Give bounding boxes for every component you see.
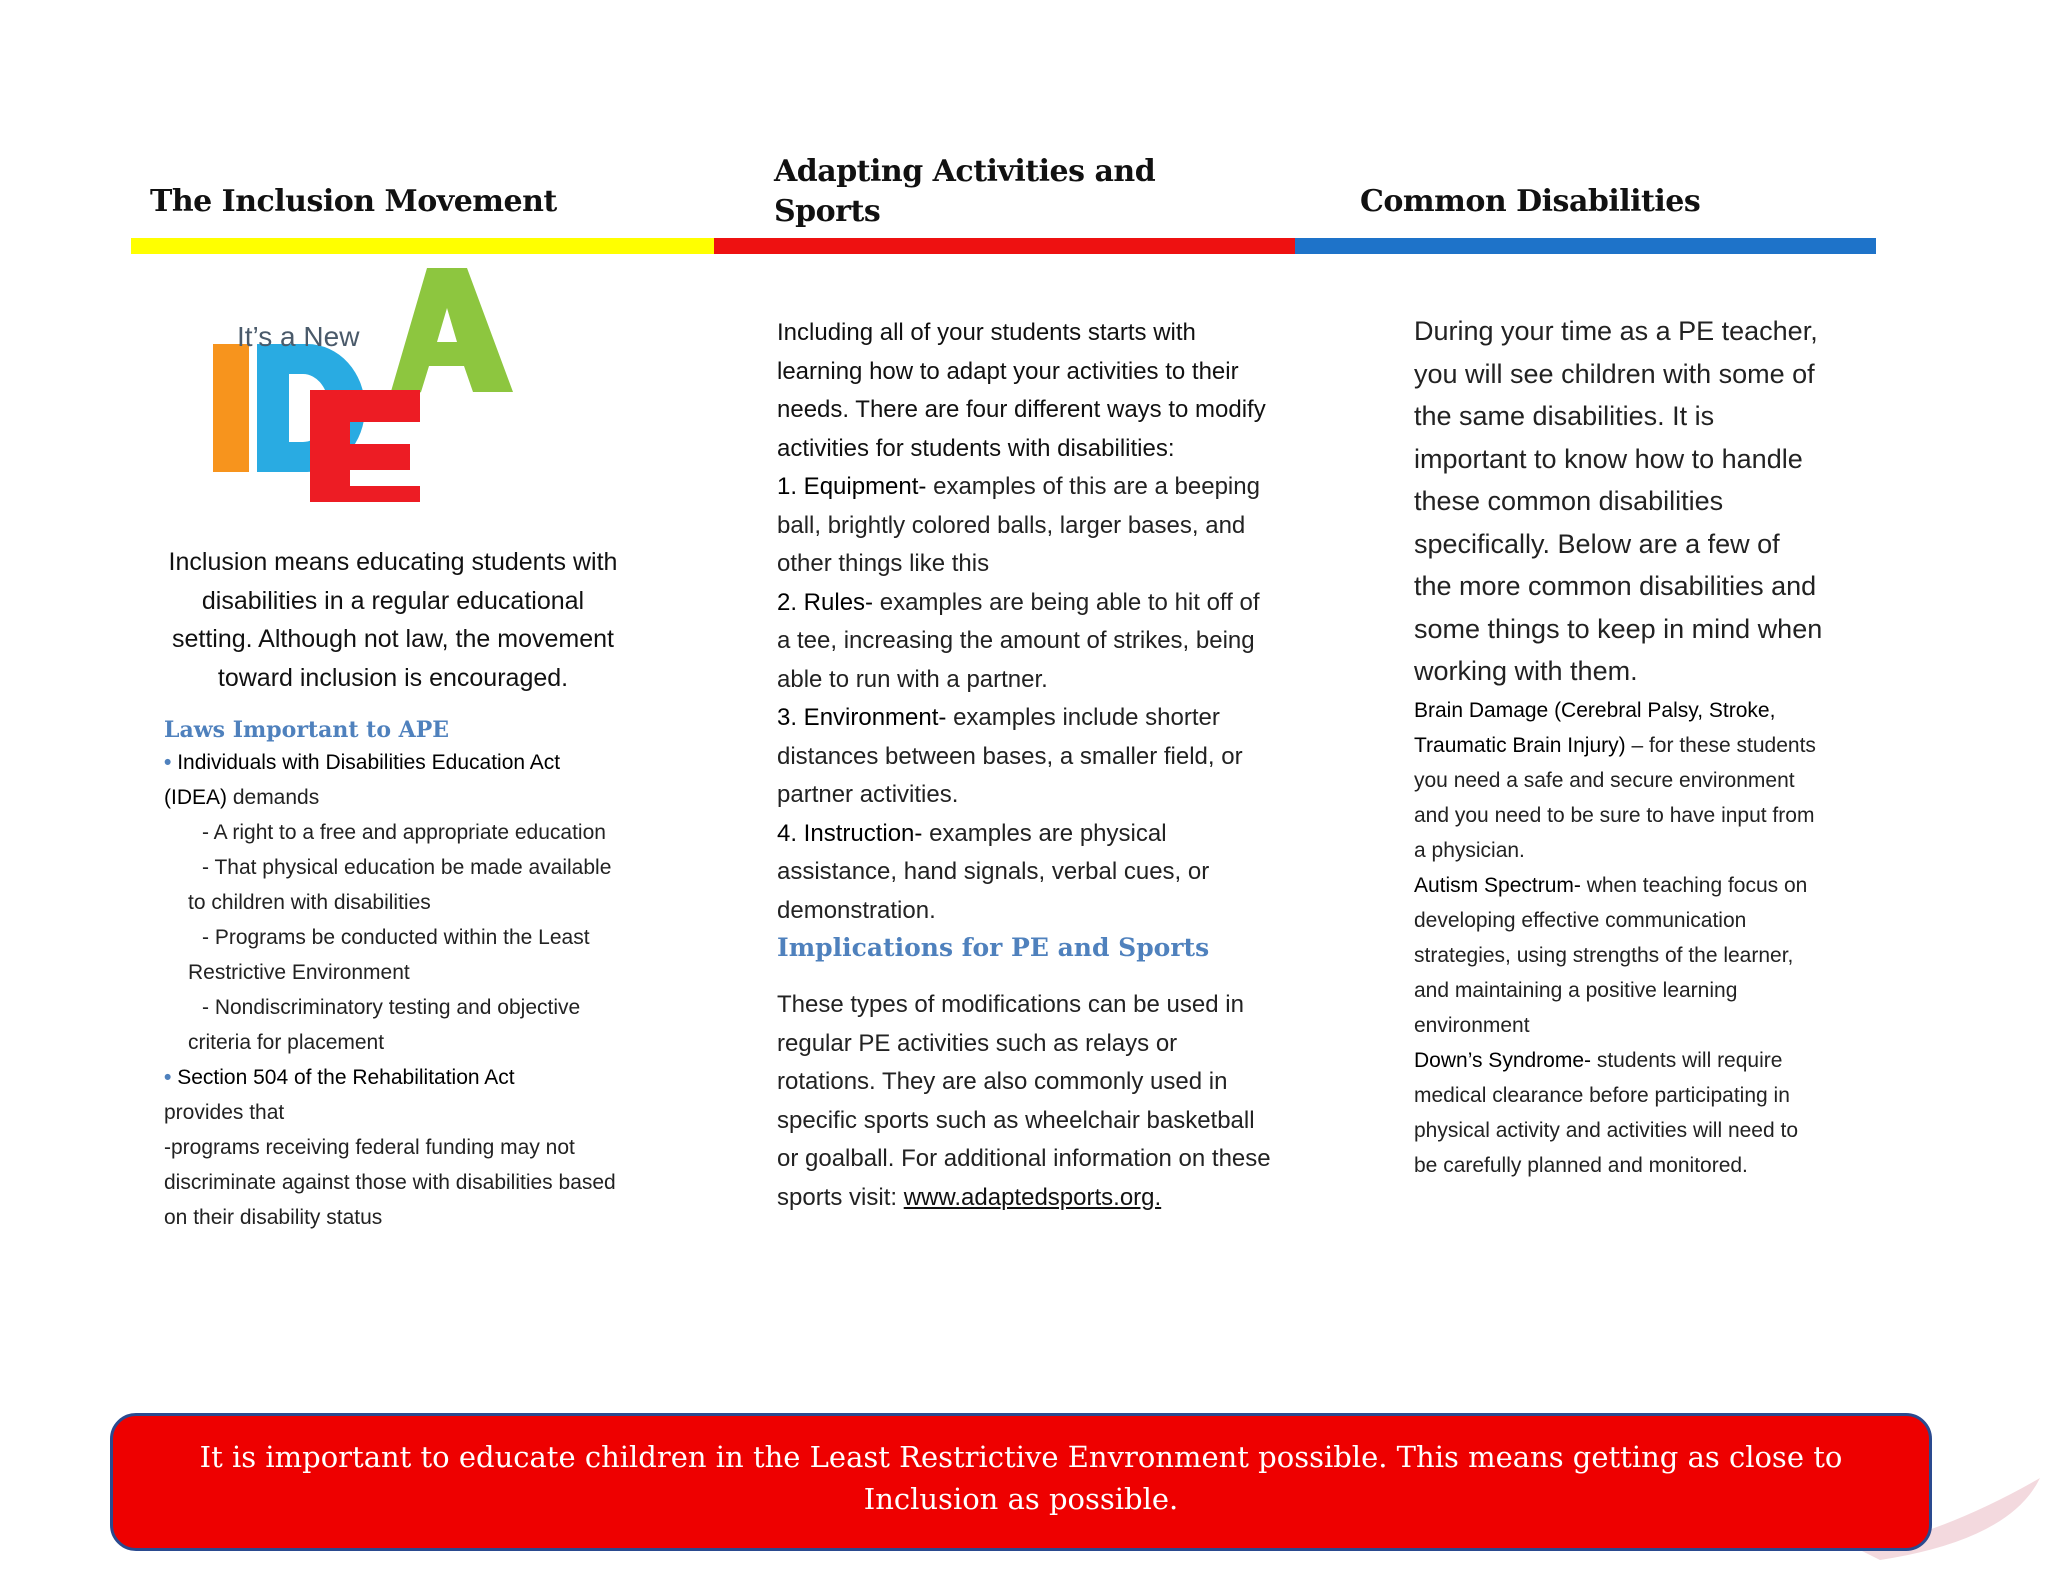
law-idea-suffix: demands [227, 786, 320, 809]
logo-letter-i [213, 344, 249, 472]
law-idea-item: - Nondiscriminatory testing and objective criteria for placement [188, 996, 581, 1054]
disability-text: students will require medical clearance before participating in physical activity and activities will need to be carefully planned and monitored. [1414, 1048, 1799, 1177]
law-504-detail: -programs receiving federal funding may not discriminate against those with disabilities based on their disability status [164, 1136, 616, 1229]
disability-label: Brain Damage (Cerebral Palsy, Stroke, Traumatic Brain Injury) [1414, 698, 1776, 757]
modification-label: 4. Instruction- [777, 819, 923, 847]
modification-text: examples are physical assistance, hand signals, verbal cues, or demonstration. [777, 819, 1210, 924]
divider-blue [1295, 238, 1876, 254]
law-idea-item-text: Nondiscriminatory testing and objective criteria for placement [188, 996, 581, 1054]
adapting-intro: Including all of your students starts with learning how to adapt your activities to their needs. There are four different ways to modify activities for students with disabilities: [777, 319, 1266, 462]
disability-item [1414, 693, 1824, 868]
heading-adapting [774, 152, 1155, 232]
law-504-title: Section 504 of the Rehabilitation Act [177, 1066, 515, 1089]
adaptedsports-link[interactable]: www.adaptedsports.org. [903, 1183, 1162, 1211]
divider-yellow [131, 238, 714, 254]
disability-text: – for these students you need a safe and secure environment and you need to be sure to have input from a physician. [1414, 733, 1816, 862]
disability-label: Autism Spectrum- [1414, 873, 1581, 897]
modification-text: examples include shorter distances between bases, a smaller field, or partner activities. [777, 704, 1243, 808]
divider-red [714, 238, 1295, 254]
law-idea-item: - Programs be conducted within the Least Restrictive Environment [188, 926, 590, 984]
disabilities-intro: During your time as a PE teacher, you will see children with some of the same disabilities. It is important to know how to handle these common disabilities specifically. Below are a few of the more common disabilities and some things to keep in mind when working with them. [1414, 316, 1823, 686]
bullet-icon: • [164, 751, 172, 774]
inclusion-banner [110, 1413, 1932, 1551]
inclusion-intro: Inclusion means educating students with disabilities in a regular educational setting. Although not law, the movement toward inclusion is encouraged. [168, 548, 618, 692]
logo-letter-e [310, 390, 420, 502]
heading-adapting-line2: Sports [774, 194, 881, 229]
heading-adapting-line1: Adapting Activities and [774, 154, 1156, 189]
banner-text: It is important to educate children in the Least Restrictive Envronment possible. This means getting as close to Inclusion as possible. [199, 1440, 1843, 1516]
column-adapting [777, 314, 1277, 1217]
heading-disabilities: Common Disabilities [1360, 184, 1701, 219]
law-504-suffix: provides that [164, 1101, 285, 1124]
law-idea-item-text: A right to a free and appropriate education [213, 821, 606, 844]
implications-body: These types of modifications can be used in regular PE activities such as relays or rotations. They are also commonly used in specific sports such as wheelchair basketball or goalball. For additional information on these sports visit: [777, 991, 1271, 1211]
modification-label: 1. Equipment- [777, 473, 927, 500]
law-504 [164, 1060, 622, 1130]
bullet-icon: • [164, 1066, 172, 1089]
logo-small-text: It’s a New [237, 321, 360, 352]
law-idea-item-text: That physical education be made available to children with disabilities [188, 856, 612, 914]
heading-inclusion: The Inclusion Movement [150, 184, 557, 219]
law-idea-title: Individuals with Disabilities Education Act (IDEA) [164, 751, 561, 809]
modification-text: examples are being able to hit off of a tee, increasing the amount of strikes, being able to run with a partner. [777, 588, 1260, 693]
law-idea-item-text: Programs be conducted within the Least Restrictive Environment [188, 926, 590, 984]
law-idea-item: - A right to a free and appropriate education [202, 821, 606, 844]
disability-label: Down’s Syndrome- [1414, 1048, 1592, 1072]
implications-title: Implications for PE and Sports [777, 933, 1210, 962]
modification-item [777, 468, 1277, 584]
column-inclusion [164, 543, 622, 1235]
disability-item [1414, 868, 1824, 1043]
disability-text: when teaching focus on developing effective communication strategies, using strengths of the learner, and maintaining a positive learning environment [1414, 873, 1808, 1037]
column-disabilities [1414, 310, 1824, 1183]
modification-label: 3. Environment- [777, 704, 947, 731]
modification-text: examples of this are a beeping ball, brightly colored balls, larger bases, and other things like this [777, 473, 1260, 577]
law-idea-item: - That physical education be made available to children with disabilities [188, 856, 612, 914]
modification-item [777, 699, 1277, 815]
implications-text [777, 986, 1277, 1217]
idea-logo [205, 262, 535, 512]
modification-item [777, 584, 1277, 700]
modification-item [777, 815, 1277, 931]
modification-label: 2. Rules- [777, 588, 874, 616]
disability-item [1414, 1043, 1824, 1183]
laws-title: Laws Important to APE [164, 717, 450, 743]
law-idea [164, 745, 622, 815]
